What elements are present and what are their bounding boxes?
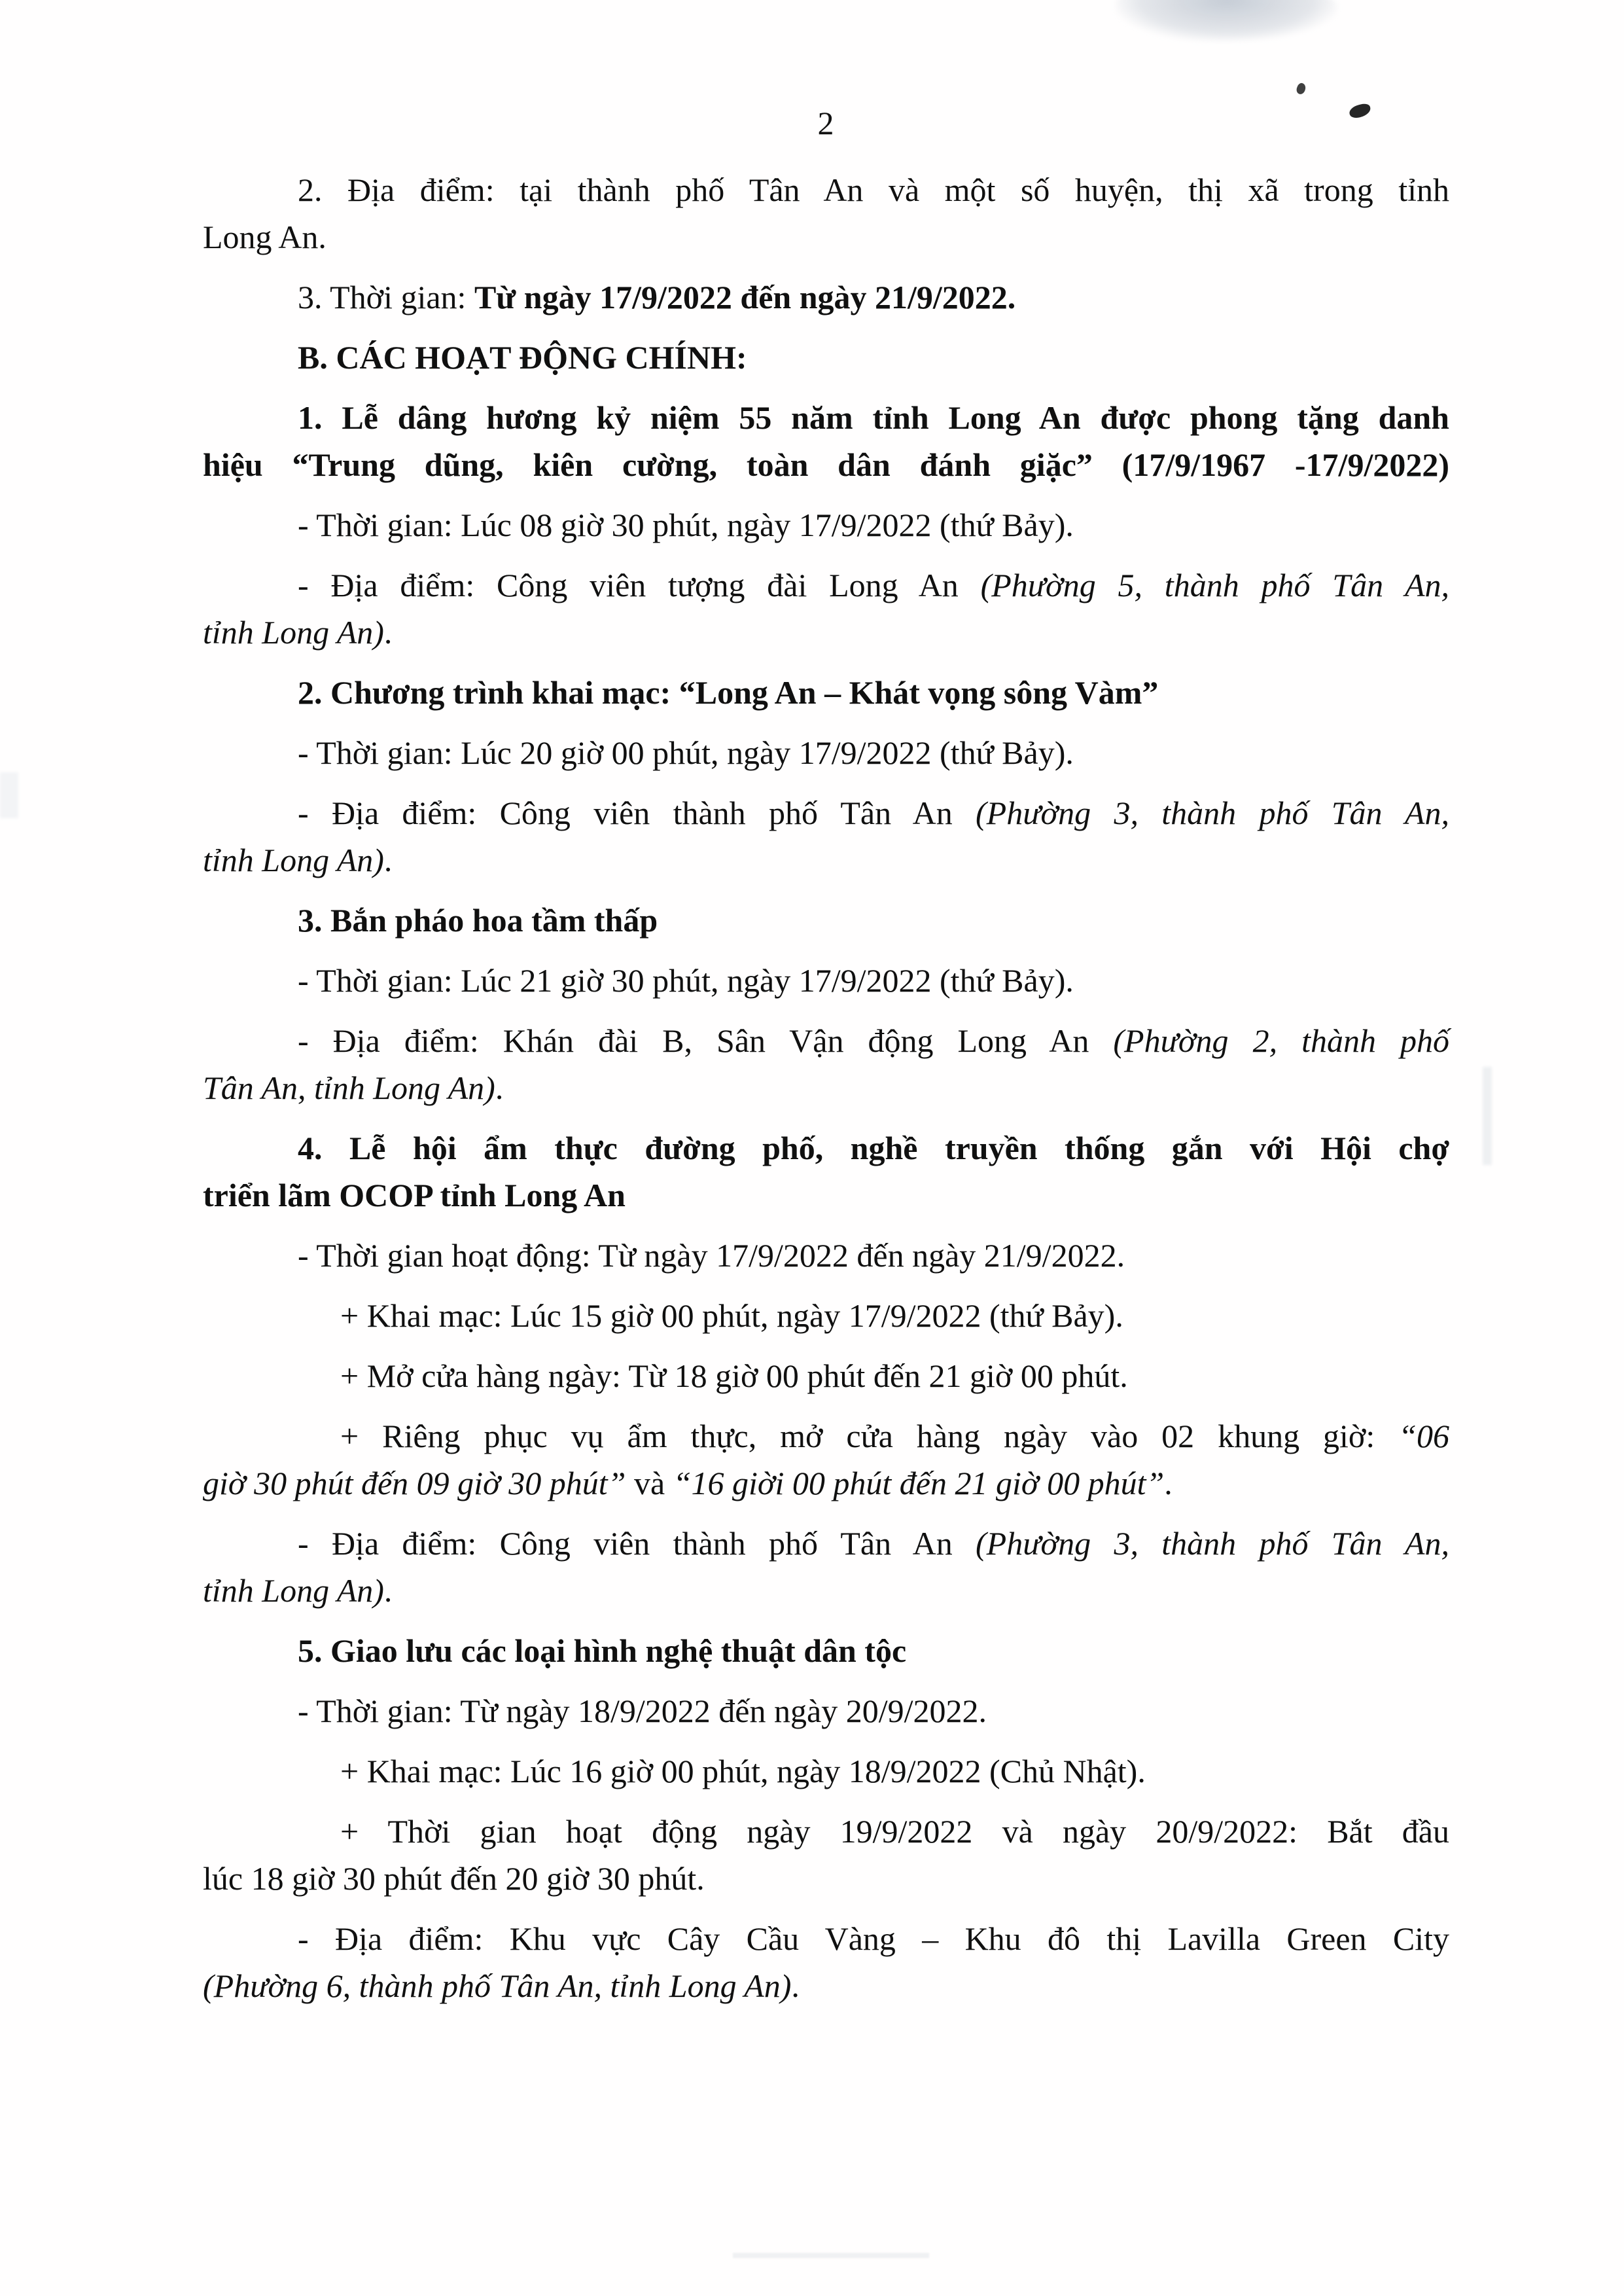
heading-activity-4 [203, 1124, 1449, 1219]
text-run: . [383, 842, 393, 878]
document-content [203, 99, 1449, 2022]
text-run: + Thời gian hoạt động ngày 19/9/2022 và ngày 20/9/2022: Bắt đầu [340, 1813, 1449, 1850]
para-item-2-location [203, 166, 1449, 260]
text-line [203, 1017, 1449, 1064]
text-line [203, 334, 1449, 381]
text-line [203, 669, 1449, 716]
scan-noise-band [1483, 1067, 1492, 1165]
heading-activity-1 [203, 394, 1449, 488]
scan-noise-streak [733, 2253, 929, 2258]
text-run: (Phường 3, thành phố Tân An, [976, 795, 1449, 831]
text-line [203, 1687, 1449, 1734]
text-line [203, 213, 1449, 260]
para-activity-5-time [203, 1687, 1449, 1734]
text-line [203, 441, 1449, 488]
para-activity-5-location [203, 1915, 1449, 2009]
text-run: + Khai mạc: Lúc 15 giờ 00 phút, ngày 17/9/2022 (thứ Bảy). [340, 1297, 1123, 1334]
text-line [203, 1567, 1449, 1614]
text-run: - Địa điểm: Khán đài B, Sân Vận động Long An [298, 1022, 1114, 1059]
para-activity-4-location [203, 1520, 1449, 1614]
text-run: - Thời gian: Lúc 08 giờ 30 phút, ngày 17/9/2022 (thứ Bảy). [298, 507, 1074, 543]
para-activity-5-opening [203, 1748, 1449, 1795]
para-activity-4-daily-hours [203, 1352, 1449, 1399]
text-run: 2. Chương trình khai mạc: “Long An – Khát vọng sông Vàm” [298, 674, 1159, 711]
text-run: (Phường 5, thành phố Tân An, [980, 567, 1449, 603]
text-run: 4. Lễ hội ẩm thực đường phố, nghề truyền thống gắn với Hội chợ [298, 1130, 1449, 1166]
text-run: . [495, 1069, 504, 1106]
text-run: . [791, 1967, 800, 2004]
text-run: Tân An, tỉnh Long An) [203, 1069, 495, 1106]
heading-section-b [203, 334, 1449, 381]
page-number: 2 [817, 105, 835, 141]
text-run: Long An. [203, 219, 327, 255]
text-run: lúc 18 giờ 30 phút đến 20 giờ 30 phút. [203, 1860, 705, 1897]
text-line [203, 1855, 1449, 1902]
text-line [203, 562, 1449, 609]
scan-smudge [1116, 0, 1338, 41]
text-run: - Thời gian: Từ ngày 18/9/2022 đến ngày 20/9/2022. [298, 1693, 987, 1729]
text-run: (Phường 3, thành phố Tân An, [976, 1525, 1449, 1562]
text-run: tỉnh Long An) [203, 1572, 384, 1609]
text-run: 3. Bắn pháo hoa tầm thấp [298, 902, 658, 939]
text-run: hiệu “Trung dũng, kiên cường, toàn dân đánh giặc” (17/9/1967 -17/9/2022) [203, 446, 1449, 483]
text-run: “06 [1398, 1418, 1449, 1454]
text-run: . [383, 614, 393, 651]
text-run: - Địa điểm: Công viên thành phố Tân An [298, 795, 976, 831]
text-run: và [626, 1465, 673, 1501]
text-run: triển lãm OCOP tỉnh Long An [203, 1177, 626, 1213]
text-run: tỉnh Long An) [203, 614, 384, 651]
text-line [203, 1124, 1449, 1172]
text-line [203, 1808, 1449, 1855]
text-line [203, 166, 1449, 213]
text-run: + Khai mạc: Lúc 16 giờ 00 phút, ngày 18/9/2022 (Chủ Nhật). [340, 1753, 1146, 1789]
text-run: . [383, 1572, 393, 1609]
text-run: 3. Thời gian: [298, 279, 474, 315]
text-line [203, 274, 1449, 321]
text-run: Từ ngày 17/9/2022 đến ngày 21/9/2022. [474, 279, 1016, 315]
heading-activity-2 [203, 669, 1449, 716]
heading-activity-3 [203, 897, 1449, 944]
text-run: - Địa điểm: Khu vực Cây Cầu Vàng – Khu đô thị Lavilla Green City [298, 1920, 1449, 1957]
text-line [203, 957, 1449, 1004]
text-line [203, 1064, 1449, 1111]
para-activity-1-location [203, 562, 1449, 656]
heading-activity-5 [203, 1627, 1449, 1674]
para-activity-3-location [203, 1017, 1449, 1111]
scan-noise-mark [0, 772, 18, 818]
text-run: B. CÁC HOẠT ĐỘNG CHÍNH: [298, 339, 747, 376]
text-run: (Phường 2, thành phố [1113, 1022, 1449, 1059]
text-line [203, 1232, 1449, 1279]
para-activity-1-time [203, 501, 1449, 548]
para-activity-5-schedule [203, 1808, 1449, 1902]
text-line [203, 1520, 1449, 1567]
text-line [203, 1915, 1449, 1962]
text-run: 1. Lễ dâng hương kỷ niệm 55 năm tỉnh Long An được phong tặng danh [298, 399, 1449, 436]
para-activity-2-time [203, 729, 1449, 776]
para-activity-2-location [203, 789, 1449, 884]
text-run: - Thời gian hoạt động: Từ ngày 17/9/2022 đến ngày 21/9/2022. [298, 1237, 1125, 1274]
ink-speck [1295, 82, 1307, 96]
text-run: “16 giời 00 phút đến 21 giờ 00 phút” [673, 1465, 1165, 1501]
text-run: . [1164, 1465, 1173, 1501]
para-activity-4-opening [203, 1292, 1449, 1339]
text-line [203, 1460, 1449, 1507]
text-line [203, 1962, 1449, 2009]
text-line [203, 1352, 1449, 1399]
text-line [203, 1292, 1449, 1339]
text-line [203, 609, 1449, 656]
text-run: + Riêng phục vụ ẩm thực, mở cửa hàng ngày vào 02 khung giờ: [340, 1418, 1399, 1454]
para-activity-3-time [203, 957, 1449, 1004]
text-run: tỉnh Long An) [203, 842, 384, 878]
text-run: 2. Địa điểm: tại thành phố Tân An và một số huyện, thị xã trong tỉnh [298, 171, 1449, 208]
para-activity-4-time [203, 1232, 1449, 1279]
text-run: - Thời gian: Lúc 21 giờ 30 phút, ngày 17/9/2022 (thứ Bảy). [298, 962, 1074, 999]
text-line [203, 897, 1449, 944]
text-line [203, 1412, 1449, 1460]
text-run: giờ 30 phút đến 09 giờ 30 phút” [203, 1465, 626, 1501]
text-run: 5. Giao lưu các loại hình nghệ thuật dân tộc [298, 1632, 907, 1669]
text-line [203, 789, 1449, 836]
para-item-3-time [203, 274, 1449, 321]
text-run: - Địa điểm: Công viên thành phố Tân An [298, 1525, 976, 1562]
text-line [203, 394, 1449, 441]
text-run: (Phường 6, thành phố Tân An, tỉnh Long An) [203, 1967, 792, 2004]
text-line [203, 1748, 1449, 1795]
text-line [203, 1627, 1449, 1674]
text-line [203, 1172, 1449, 1219]
text-line [203, 729, 1449, 776]
text-line [203, 501, 1449, 548]
para-activity-4-food-hours [203, 1412, 1449, 1507]
document-body [203, 166, 1449, 2009]
text-run: - Thời gian: Lúc 20 giờ 00 phút, ngày 17/9/2022 (thứ Bảy). [298, 734, 1074, 771]
text-run: + Mở cửa hàng ngày: Từ 18 giờ 00 phút đến 21 giờ 00 phút. [340, 1357, 1128, 1394]
text-run: - Địa điểm: Công viên tượng đài Long An [298, 567, 981, 603]
text-line [203, 836, 1449, 884]
